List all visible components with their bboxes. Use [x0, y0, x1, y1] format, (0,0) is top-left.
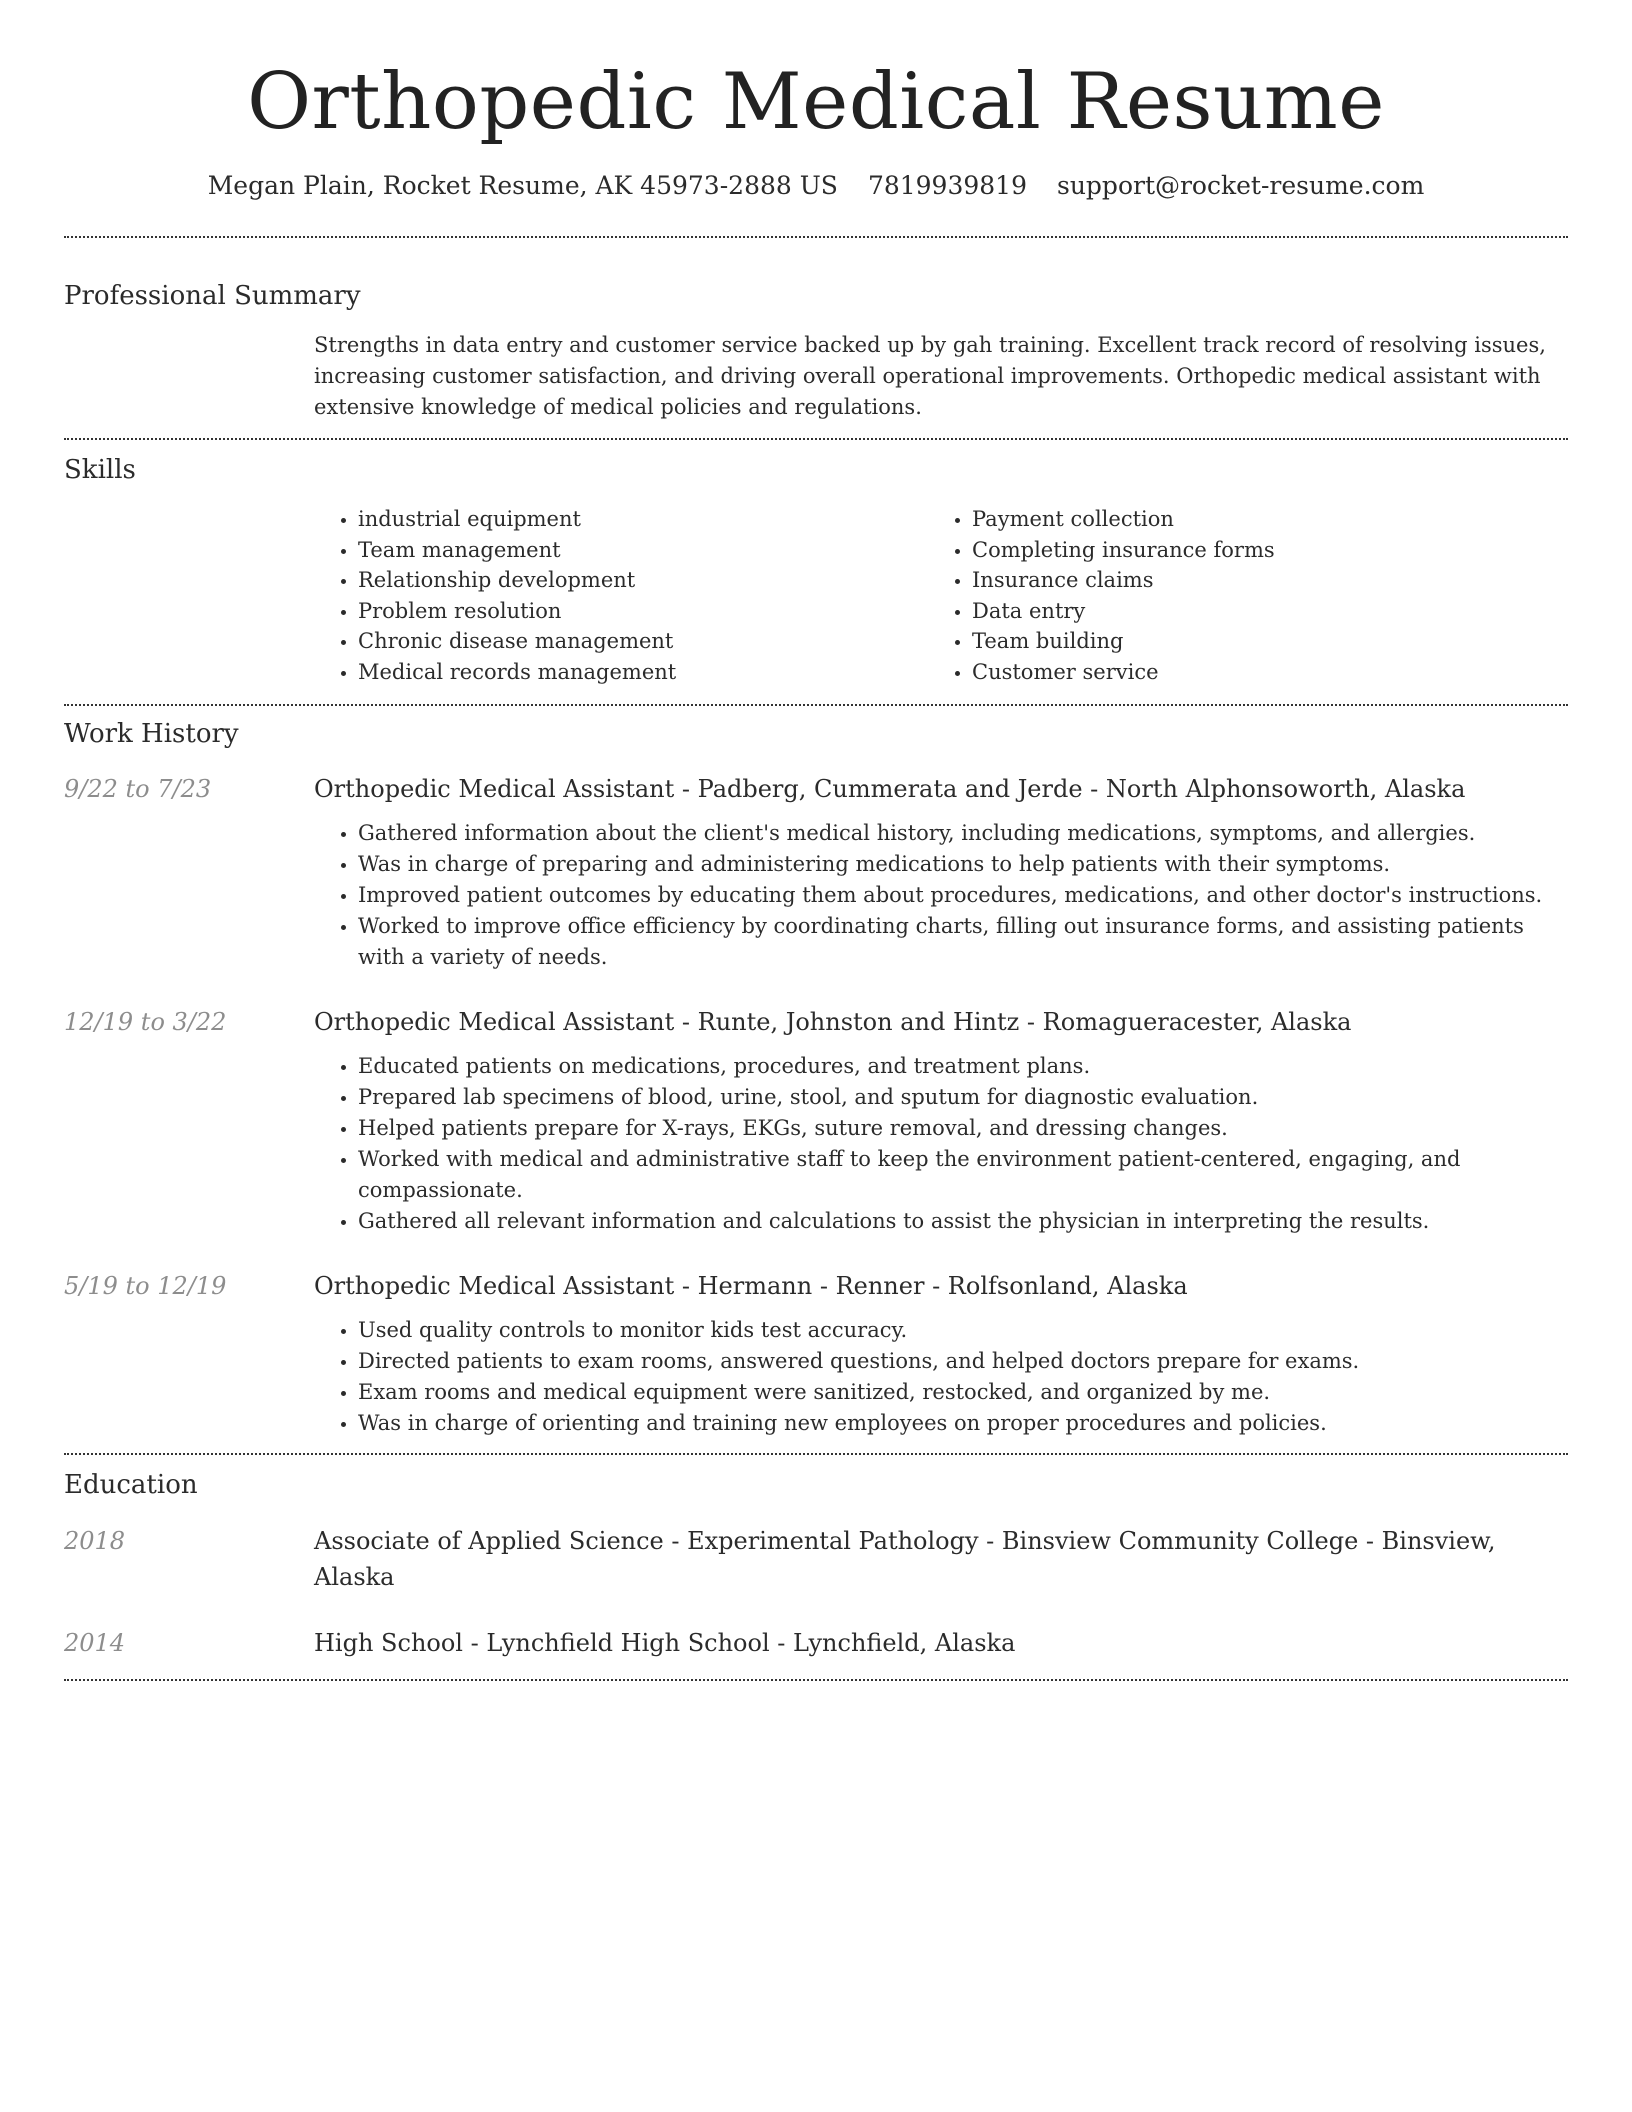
job-bullets	[314, 1315, 1568, 1439]
job-dates: 9/22 to 7/23	[64, 774, 212, 803]
contact-address: Megan Plain, Rocket Resume, AK 45973-2888 US	[207, 171, 838, 200]
skill-item: • Insurance claims	[972, 565, 1542, 596]
job-bullet: • Worked with medical and administrative staff to keep the environment patient-centered, engaging, and compassionate.	[358, 1144, 1568, 1206]
job-dates: 5/19 to 12/19	[64, 1271, 227, 1300]
job-bullet: • Was in charge of preparing and administering medications to help patients with their symptoms.	[358, 849, 1568, 880]
job-body	[314, 1005, 1568, 1237]
job-entry	[64, 1269, 1568, 1439]
job-bullet: • Helped patients prepare for X-rays, EKGs, suture removal, and dressing changes.	[358, 1113, 1568, 1144]
education-entry	[64, 1625, 1568, 1661]
contact-phone: 7819939819	[867, 171, 1027, 200]
section-divider	[64, 438, 1568, 440]
education-year: 2018	[64, 1526, 126, 1555]
job-bullet: • Exam rooms and medical equipment were sanitized, restocked, and organized by me.	[358, 1377, 1568, 1408]
work-history-heading: Work History	[64, 718, 239, 749]
job-bullet: • Used quality controls to monitor kids test accuracy.	[358, 1315, 1568, 1346]
job-entry	[64, 1005, 1568, 1237]
section-divider	[64, 236, 1568, 238]
job-bullet: • Worked to improve office efficiency by coordinating charts, filling out insurance forms, and assisting patients with a variety of needs.	[358, 911, 1568, 973]
summary-heading: Professional Summary	[64, 281, 361, 311]
education-entry	[64, 1523, 1568, 1595]
skills-list-right	[928, 504, 1542, 688]
skill-item: • industrial equipment	[358, 504, 928, 535]
job-title: Orthopedic Medical Assistant - Padberg, Cummerata and Jerde - North Alphonsoworth, Alaska	[314, 774, 1466, 803]
job-dates: 12/19 to 3/22	[64, 1007, 227, 1036]
skill-item: • Team management	[358, 535, 928, 566]
skill-item: • Completing insurance forms	[972, 535, 1542, 566]
skills-heading: Skills	[64, 455, 136, 485]
job-bullet: • Educated patients on medications, procedures, and treatment plans.	[358, 1051, 1568, 1082]
job-title: Orthopedic Medical Assistant - Hermann - Renner - Rolfsonland, Alaska	[314, 1271, 1188, 1300]
job-bullet: • Directed patients to exam rooms, answered questions, and helped doctors prepare for exams.	[358, 1346, 1568, 1377]
job-bullet: • Gathered information about the client's medical history, including medications, symptoms, and allergies.	[358, 818, 1568, 849]
education-details: Associate of Applied Science - Experimental Pathology - Binsview Community College - Binsview, Alaska	[314, 1526, 1496, 1591]
skills-list-left	[314, 504, 928, 688]
job-bullets	[314, 1051, 1568, 1237]
contact-email: support@rocket-resume.com	[1057, 171, 1425, 200]
job-bullet: • Was in charge of orienting and training new employees on proper procedures and policies.	[358, 1408, 1568, 1439]
section-divider	[64, 1453, 1568, 1455]
education-heading: Education	[64, 1469, 198, 1500]
skill-item: • Relationship development	[358, 565, 928, 596]
skill-item: • Team building	[972, 626, 1542, 657]
job-bullet: • Prepared lab specimens of blood, urine, stool, and sputum for diagnostic evaluation.	[358, 1082, 1568, 1113]
job-entry	[64, 772, 1568, 973]
summary-text: Strengths in data entry and customer service backed up by gah training. Excellent track record of resolving issues, increasing customer satisfaction, and driving overall operational improvements. Orthopedic medical assistant with extensive knowledge of medical policies and regulations.	[314, 333, 1546, 419]
contact-line	[64, 168, 1568, 204]
job-bullets	[314, 818, 1568, 973]
skill-item: • Chronic disease management	[358, 626, 928, 657]
skill-item: • Medical records management	[358, 657, 928, 688]
skill-item: • Customer service	[972, 657, 1542, 688]
job-bullet: • Improved patient outcomes by educating them about procedures, medications, and other doctor's instructions.	[358, 880, 1568, 911]
skill-item: • Problem resolution	[358, 596, 928, 627]
skill-item: • Payment collection	[972, 504, 1542, 535]
skills-grid	[314, 504, 1568, 704]
job-body	[314, 1269, 1568, 1439]
job-bullet: • Gathered all relevant information and calculations to assist the physician in interpreting the results.	[358, 1206, 1568, 1237]
education-year: 2014	[64, 1628, 126, 1657]
job-title: Orthopedic Medical Assistant - Runte, Johnston and Hintz - Romagueracester, Alaska	[314, 1007, 1352, 1036]
job-body	[314, 772, 1568, 973]
section-divider	[64, 1679, 1568, 1681]
resume-title: Orthopedic Medical Resume	[247, 57, 1385, 147]
skill-item: • Data entry	[972, 596, 1542, 627]
education-details: High School - Lynchfield High School - Lynchfield, Alaska	[314, 1628, 1016, 1657]
section-divider	[64, 704, 1568, 706]
